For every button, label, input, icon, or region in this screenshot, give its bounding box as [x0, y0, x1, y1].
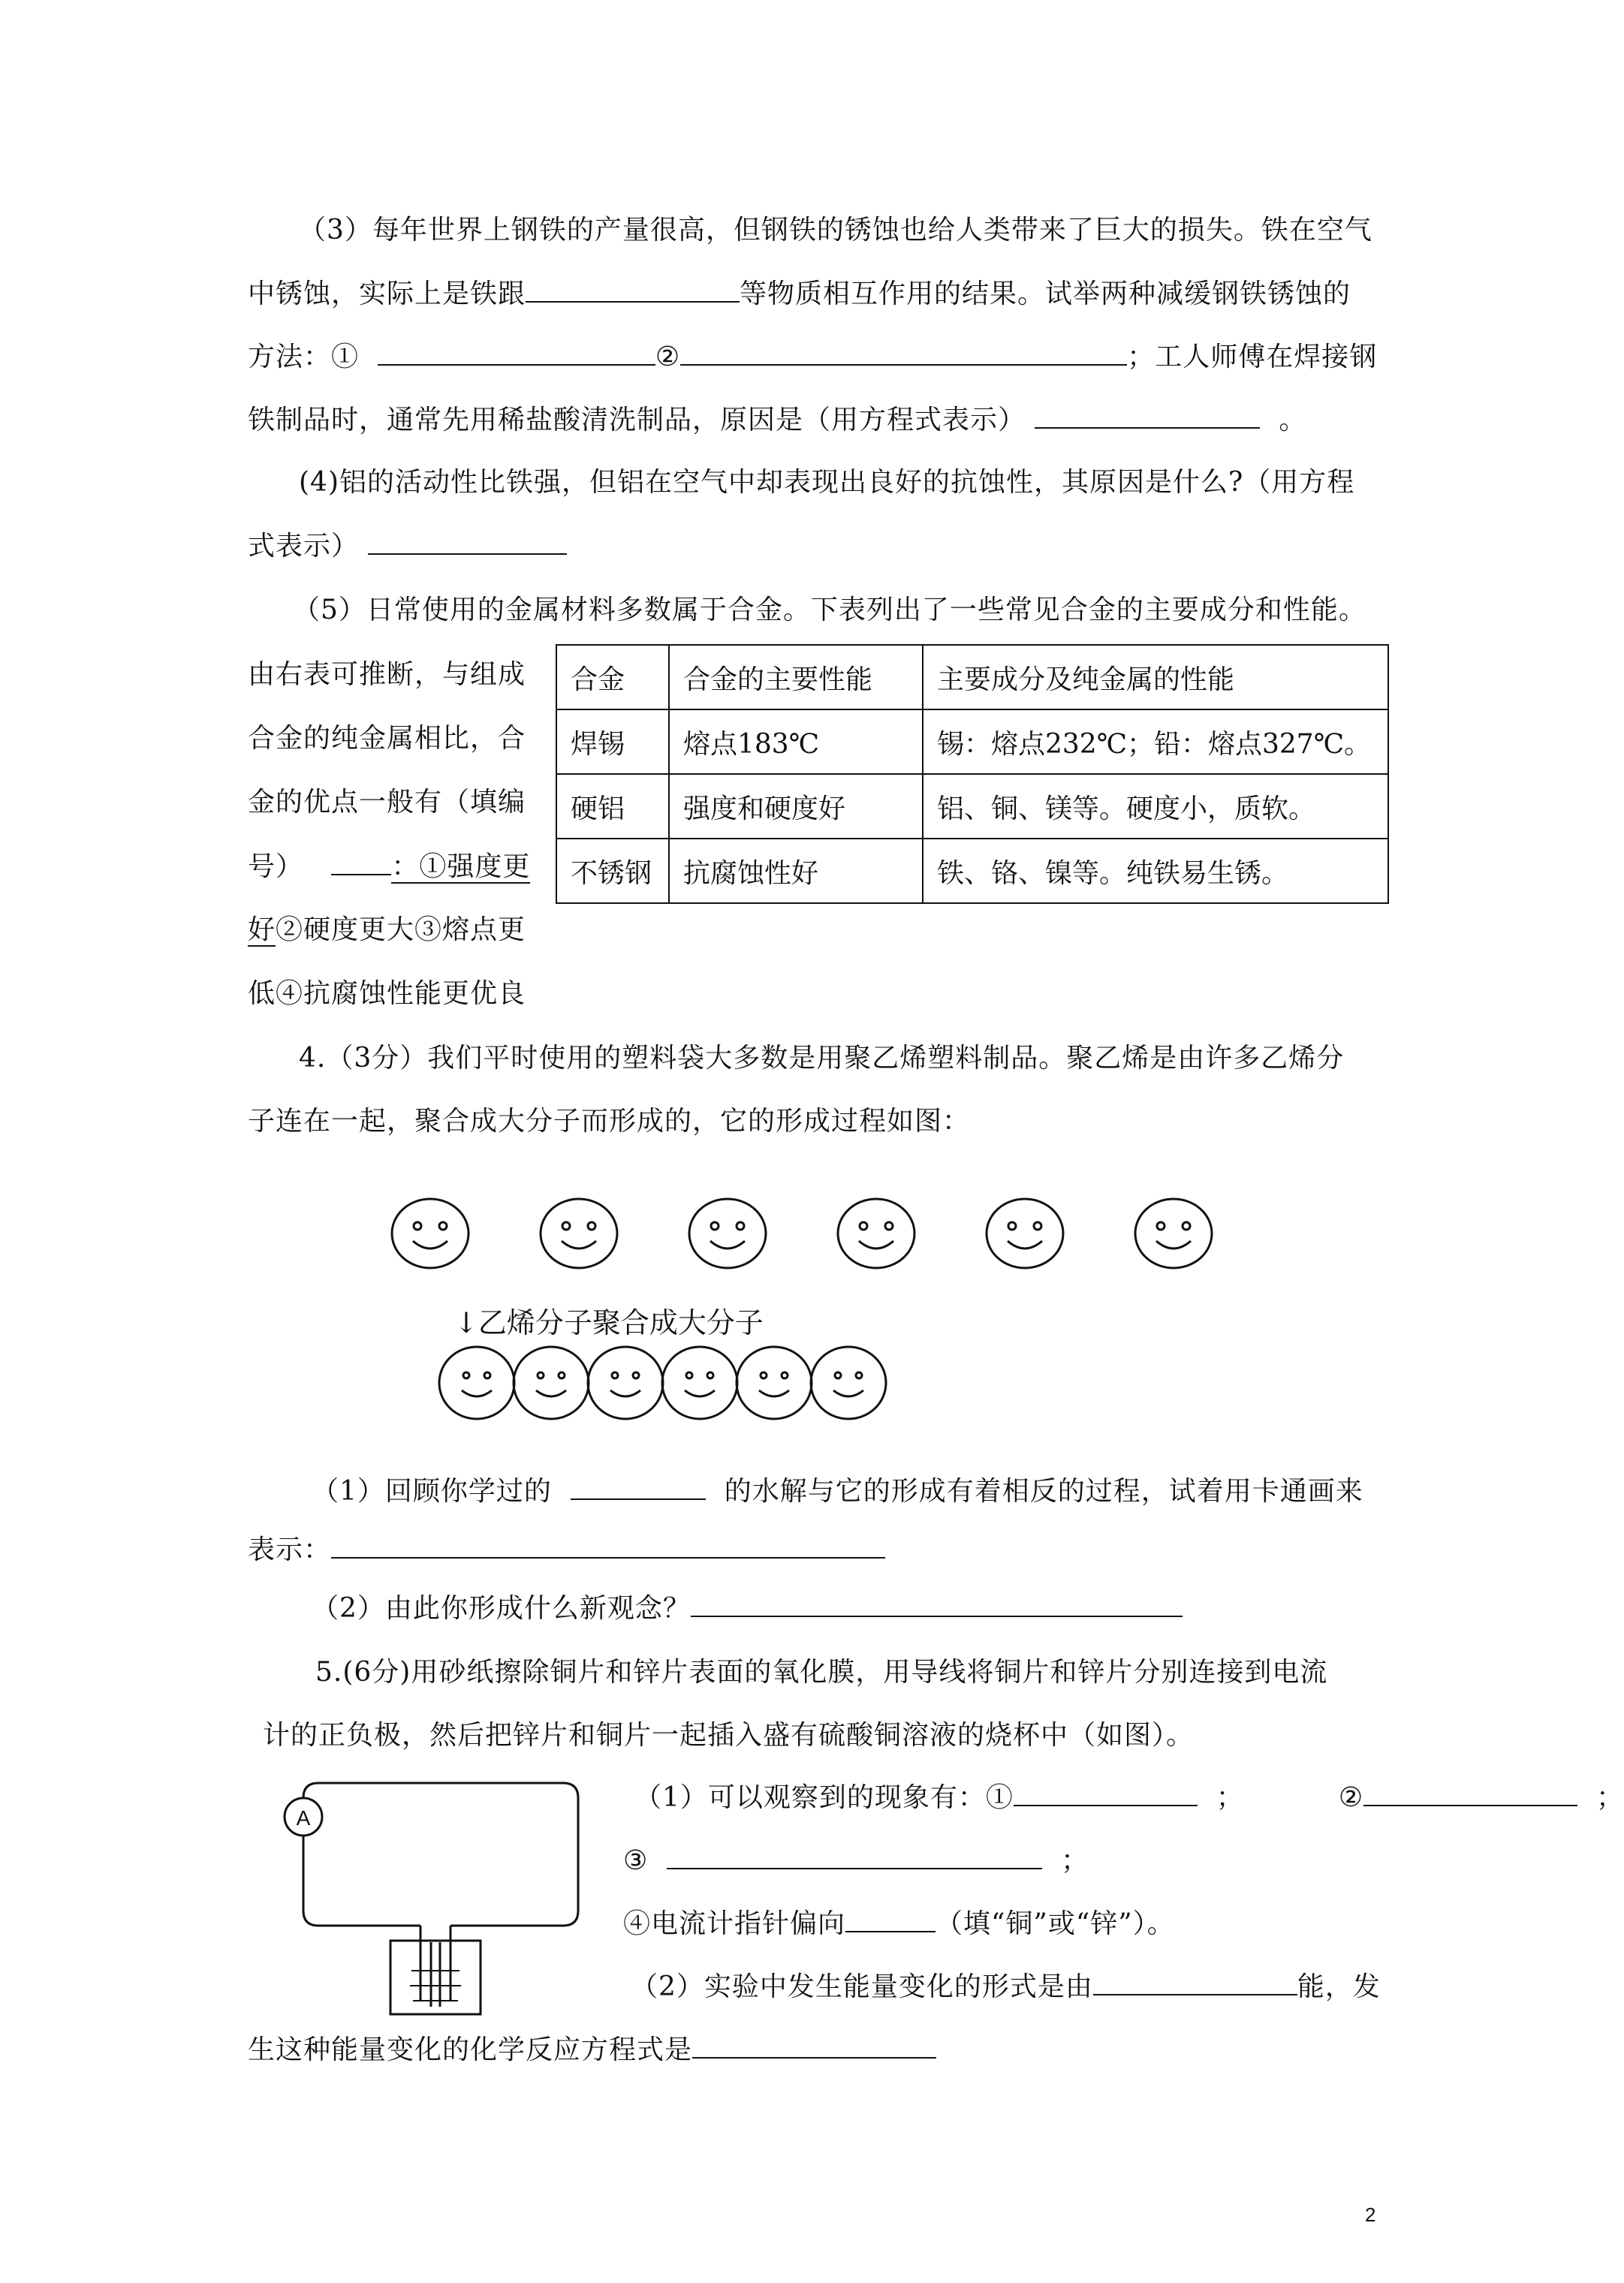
q5sub-side-3: 金的优点一般有（填编 — [248, 787, 526, 818]
polymerization-arrow-label: ↓乙烯分子聚合成大分子 — [454, 1306, 764, 1339]
q4-line-1: 4.（3分）我们平时使用的塑料袋大多数是用聚乙烯塑料制品。聚乙烯是由许多乙烯分 — [299, 1043, 1345, 1074]
table-cell: 铁、铬、镍等。纯铁易生锈。 — [923, 839, 1388, 903]
q3-line-3: 方法：① ② ；工人师傅在焊接钢 — [248, 339, 1377, 375]
q4-sub1-line-2: 表示： — [248, 1532, 885, 1568]
q3-line-2: 中锈蚀，实际上是铁跟 等物质相互作用的结果。试举两种减缓钢铁锈蚀的 — [248, 276, 1351, 312]
table-cell: 强度和硬度好 — [669, 774, 923, 839]
q5-sub1-line-1: （1）可以观察到的现象有：① ； ② ； — [634, 1779, 1624, 1816]
table-header-cell: 合金 — [556, 645, 669, 709]
ethylene-molecule-icon — [835, 1196, 917, 1271]
answer-blank[interactable] — [667, 1842, 1042, 1869]
ammeter-label: A — [296, 1806, 311, 1830]
ethylene-molecule-icon — [389, 1196, 472, 1271]
answer-blank[interactable] — [680, 339, 1127, 366]
answer-blank[interactable] — [1014, 1779, 1198, 1806]
polyethylene-chain-icon — [438, 1344, 888, 1423]
q5-line-1: 5.(6分)用砂纸擦除铜片和锌片表面的氧化膜，用导线将铜片和锌片分别连接到电流 — [315, 1657, 1328, 1688]
alloy-table — [556, 644, 1389, 904]
q3-line-4: 铁制品时，通常先用稀盐酸清洗制品，原因是（用方程式表示） 。 — [248, 402, 1306, 438]
table-cell: 硬铝 — [556, 774, 669, 839]
ethylene-molecule-icon — [1132, 1196, 1215, 1271]
table-cell: 铝、铜、镁等。硬度小，质软。 — [923, 774, 1388, 839]
table-row — [556, 709, 1388, 774]
answer-blank[interactable] — [331, 1532, 885, 1559]
q5-sub1-line-2: ③ ； — [623, 1842, 1089, 1879]
answer-blank[interactable] — [331, 848, 391, 875]
q4sub-line-2: 式表示） — [248, 528, 567, 565]
q5sub-side-1: 由右表可推断，与组成 — [248, 659, 526, 690]
answer-blank[interactable] — [571, 1473, 706, 1500]
answer-blank[interactable] — [692, 2032, 936, 2059]
table-cell: 熔点183℃ — [669, 709, 923, 774]
q4-line-2: 子连在一起，聚合成大分子而形成的，它的形成过程如图： — [248, 1106, 971, 1137]
q5-sub1-line-3: ④电流计指针偏向 （填“铜”或“锌”）。 — [623, 1905, 1175, 1942]
q5sub-side-6: 低④抗腐蚀性能更优良 — [248, 978, 526, 1009]
answer-blank[interactable] — [526, 276, 740, 303]
galvanic-cell-diagram — [270, 1768, 593, 2016]
q5sub-intro: （5）日常使用的金属材料多数属于合金。下表列出了一些常见合金的主要成分和性能。 — [293, 595, 1366, 625]
q4sub-line-1: (4)铝的活动性比铁强，但铝在空气中却表现出良好的抗蚀性，其原因是什么?（用方程 — [299, 467, 1355, 498]
ethylene-molecule-icon — [538, 1196, 620, 1271]
answer-blank[interactable] — [1035, 402, 1260, 429]
q5-sub2-line-1: （2）实验中发生能量变化的形式是由 能，发 — [631, 1968, 1381, 2005]
answer-blank[interactable] — [691, 1590, 1183, 1617]
answer-blank[interactable] — [1093, 1968, 1297, 1995]
table-header-cell: 主要成分及纯金属的性能 — [923, 645, 1388, 709]
answer-blank[interactable] — [378, 339, 655, 366]
ethylene-molecule-icon — [686, 1196, 769, 1271]
q5sub-side-2: 合金的纯金属相比，合 — [248, 723, 526, 754]
table-cell: 抗腐蚀性好 — [669, 839, 923, 903]
q5-line-2: 计的正负极，然后把锌片和铜片一起插入盛有硫酸铜溶液的烧杯中（如图）。 — [263, 1720, 1195, 1751]
table-cell: 焊锡 — [556, 709, 669, 774]
answer-blank[interactable] — [368, 528, 567, 555]
ethylene-molecule-icon — [984, 1196, 1066, 1271]
q3-line-1: （3）每年世界上钢铁的产量很高，但钢铁的锈蚀也给人类带来了巨大的损失。铁在空气 — [299, 215, 1372, 245]
q5sub-side-4: 号） ：①强度更 — [248, 848, 530, 885]
table-header-row — [556, 645, 1388, 709]
answer-blank[interactable] — [1363, 1779, 1577, 1806]
table-row — [556, 839, 1388, 903]
table-cell: 不锈钢 — [556, 839, 669, 903]
q4-sub1-line-1: （1）回顾你学过的 的水解与它的形成有着相反的过程，试着用卡通画来 — [312, 1473, 1363, 1510]
table-row — [556, 774, 1388, 839]
answer-blank[interactable] — [845, 1905, 936, 1932]
table-header-cell: 合金的主要性能 — [669, 645, 923, 709]
table-cell: 锡：熔点232℃；铅：熔点327℃。 — [923, 709, 1388, 774]
page-number: 2 — [1365, 2203, 1376, 2226]
q4-sub2: （2）由此你形成什么新观念？ — [312, 1590, 1183, 1627]
q5-sub2-line-2: 生这种能量变化的化学反应方程式是 — [248, 2032, 936, 2068]
q5sub-side-5: 好②硬度更大③熔点更 — [248, 914, 526, 945]
